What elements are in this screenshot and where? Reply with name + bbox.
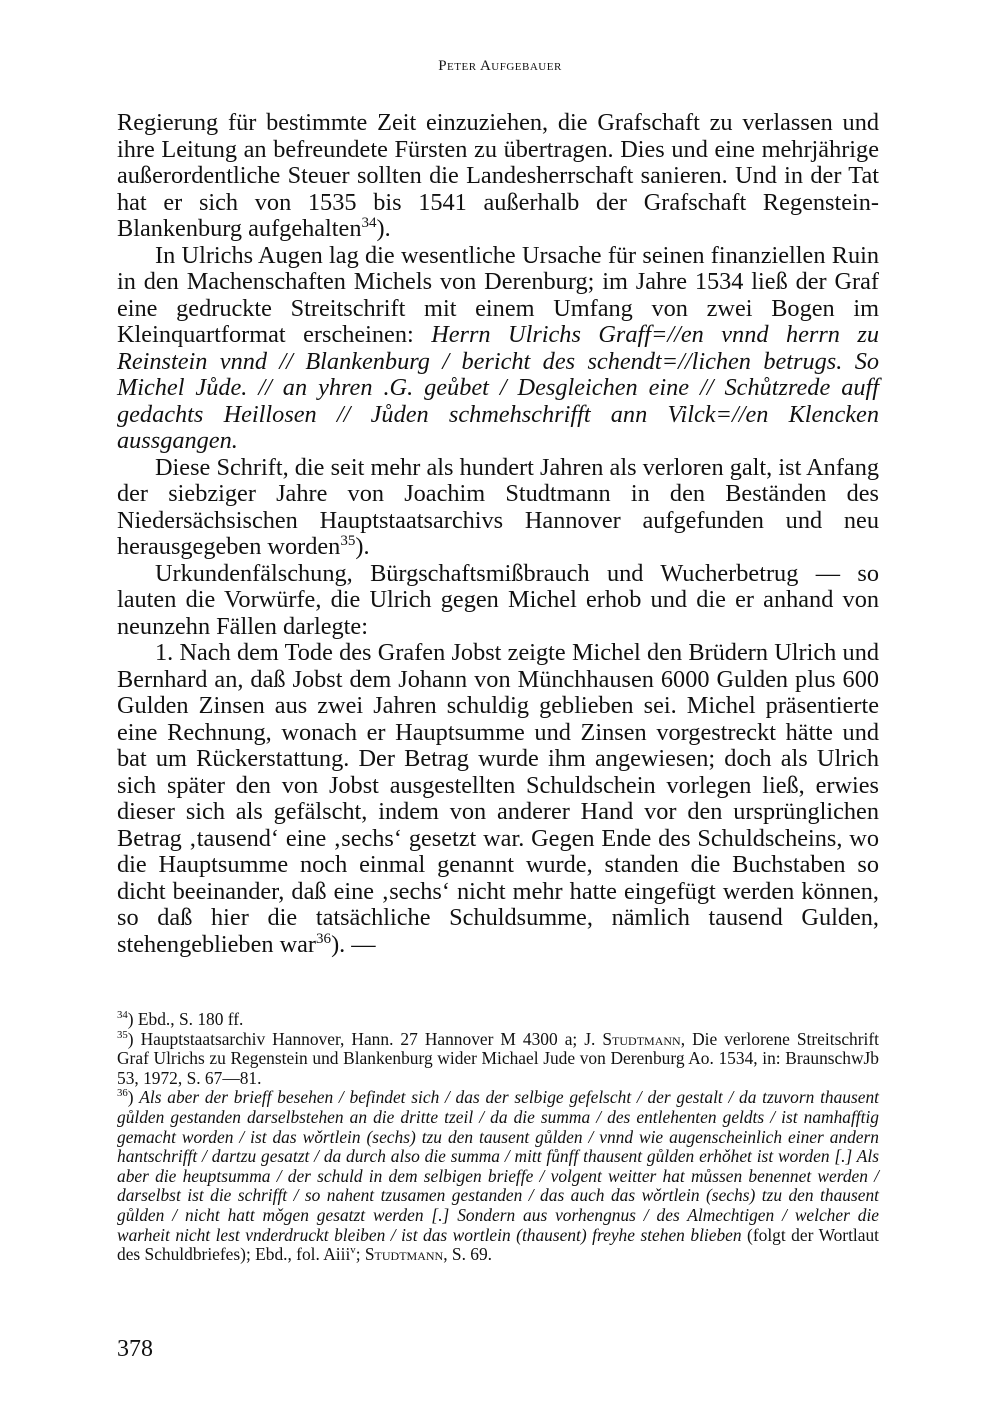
footnote-36-text-a: ): [127, 1087, 140, 1108]
paragraph-2-text: In Ulrichs Augen lag die wesentliche Ursache für seinen finanziellen Ruin in den Machenschaften Michels von Derenburg; im Jahre 1534 ließ der Graf eine gedruckte Streitschrift mit einem Umfang von zwei Bogen im Kleinquartformat erscheinen:: [117, 241, 879, 348]
paragraph-1-text: Regierung für bestimmte Zeit einzuziehen, die Grafschaft zu verlassen und ihre Leitung an befreundete Fürsten zu übertragen. Dies und eine mehrjährige außerordentliche Steuer sollten die Landesherrschaft sanieren. Und in der Tat hat er sich von 1535 bis 1541 außerhalb der Grafschaft Regenstein-Blankenburg aufgehalten: [117, 109, 879, 242]
footnote-mark: 36: [117, 1087, 128, 1100]
footnote-35-text-a: ) Hauptstaatsarchiv Hannover, Hann. 27 Hannover M 4300 a; J.: [127, 1028, 603, 1049]
paragraph-3-text: Diese Schrift, die seit mehr als hundert Jahren als verloren galt, ist Anfang der siebziger Jahre von Joachim Studtmann in den Beständen des Niedersächsischen Hauptstaatsarchivs Hannover aufgefunden und neu herausgegeben worden: [117, 453, 879, 560]
footnote-36-author: Studtmann: [364, 1244, 444, 1265]
footnote-34: [117, 1010, 879, 1030]
paragraph-4: Urkundenfälschung, Bürgschaftsmißbrauch und Wucherbetrug — so lauten die Vorwürfe, die Ulrich gegen Michel erhob und die er anhand von neunzehn Fällen darlegte:: [117, 559, 879, 640]
paragraph-5-end: ). —: [331, 930, 376, 958]
footnote-35-author: Studtmann: [602, 1028, 681, 1049]
pamphlet-title: Herrn Ulrichs Graff=//en vnnd herrn zu Reinstein vnnd // Blankenburg / bericht des schendt=//lichen betrugs. So Michel Jůde. // an yhren .G. geůbet / Desgleichen eine // Schůtzrede auff gedachts Heillosen // Jůden schmehschrifft ann Vilck=//en Klencken aussgangen.: [117, 321, 879, 454]
footnote-36-text-d: , S. 69.: [443, 1244, 493, 1265]
running-head: Peter Aufgebauer: [438, 58, 562, 74]
page-number: 378: [117, 1336, 153, 1362]
main-text: [117, 110, 879, 958]
footnote-36-quote: Als aber der brieff besehen / befindet sich / das der selbige gefelscht / der gestalt / da tzuvorn thausent gůlden gestanden darselbstehen an die dritte tzeil / da die summa / des entlehenten geldts / ist namhafftig gemacht worden / ist das wǒrtlein (sechs) tzu den tausent gůlden / vnnd wie augenscheinlich einer andern hantschrifft / dartzu gesatzt / da durch also die summa / mitt fůnff thausent gůlden erhǒhet ist worden [.] Als aber die heuptsumma / der schuld in dem selbigen brieffe / volgent weitter hat můssen benennet werden / darselbst ist die schrifft / so nahent tzusamen gestanden / das auch das wǒrtlein (sechs) tzu den thausent gůlden / nicht hatt mǒgen gesatzt werden [.] Sondern aus vorhengnus / des Almechtigen / welcher die warheit nicht lest vnderdruckt bleiben / ist das wortlein (thausent) freyhe stehen blieben: [117, 1087, 880, 1245]
footnote-mark: 34: [117, 1009, 128, 1022]
folio-verso-mark: v: [350, 1244, 356, 1257]
paragraph-5: [117, 640, 879, 958]
paragraph-3-end: ).: [355, 533, 370, 560]
paragraph-1: [117, 110, 879, 243]
footnote-ref-35: 35: [340, 532, 356, 549]
paragraph-3: [117, 455, 879, 561]
paragraph-5-text: 1. Nach dem Tode des Grafen Jobst zeigte Michel den Brüdern Ulrich und Bernhard an, daß Jobst dem Johann von Münchhausen 6000 Gulden plus 600 Gulden Zinsen aus zwei Jahren schuldig geblieben sei. Michel präsentierte eine Rechnung, wonach er Hauptsumme und Zinsen vorgestreckt hätte und bat um Rückerstattung. Der Betrag wurde ihm angewiesen; doch als Ulrich sich später den von Jobst ausgestellten Schuldschein vorlegen ließ, erwies dieser sich als gefälscht, indem von anderer Hand vor den ursprünglichen Betrag ‚tausend‘ eine ‚sechs‘ gesetzt war. Gegen Ende des Schuldscheins, wo die Hauptsumme noch einmal genannt wurde, standen die Buchstaben so dicht beeinander, daß eine ‚sechs‘ nicht mehr hatte eingefügt werden können, so daß hier die tatsächliche Schuldsumme, nämlich tausend Gulden, stehengeblieben war: [117, 639, 879, 958]
footnote-34-text: ) Ebd., S. 180 ff.: [127, 1009, 244, 1029]
footnote-36-text-c: ;: [355, 1244, 365, 1265]
paragraph-1-end: ).: [376, 215, 391, 242]
footnote-36: [117, 1088, 879, 1264]
footnote-ref-36: 36: [316, 930, 332, 947]
footnote-35-text-b: , Die verlorene Streitschrift Graf Ulrichs zu Regenstein und Blankenburg wider Michael Jude von Derenburg Ao. 1534, in: BraunschwJb 53, 1972, S. 67—81.: [117, 1028, 879, 1088]
paragraph-2: [117, 243, 879, 455]
footnote-mark: 35: [117, 1028, 128, 1041]
footnote-35: [117, 1030, 879, 1089]
footnote-ref-34: 34: [361, 214, 377, 231]
footnotes: [117, 1010, 879, 1265]
footnote-36-text-b: (folgt der Wortlaut des Schuldbriefes); Ebd., fol. Aiii: [117, 1224, 879, 1265]
